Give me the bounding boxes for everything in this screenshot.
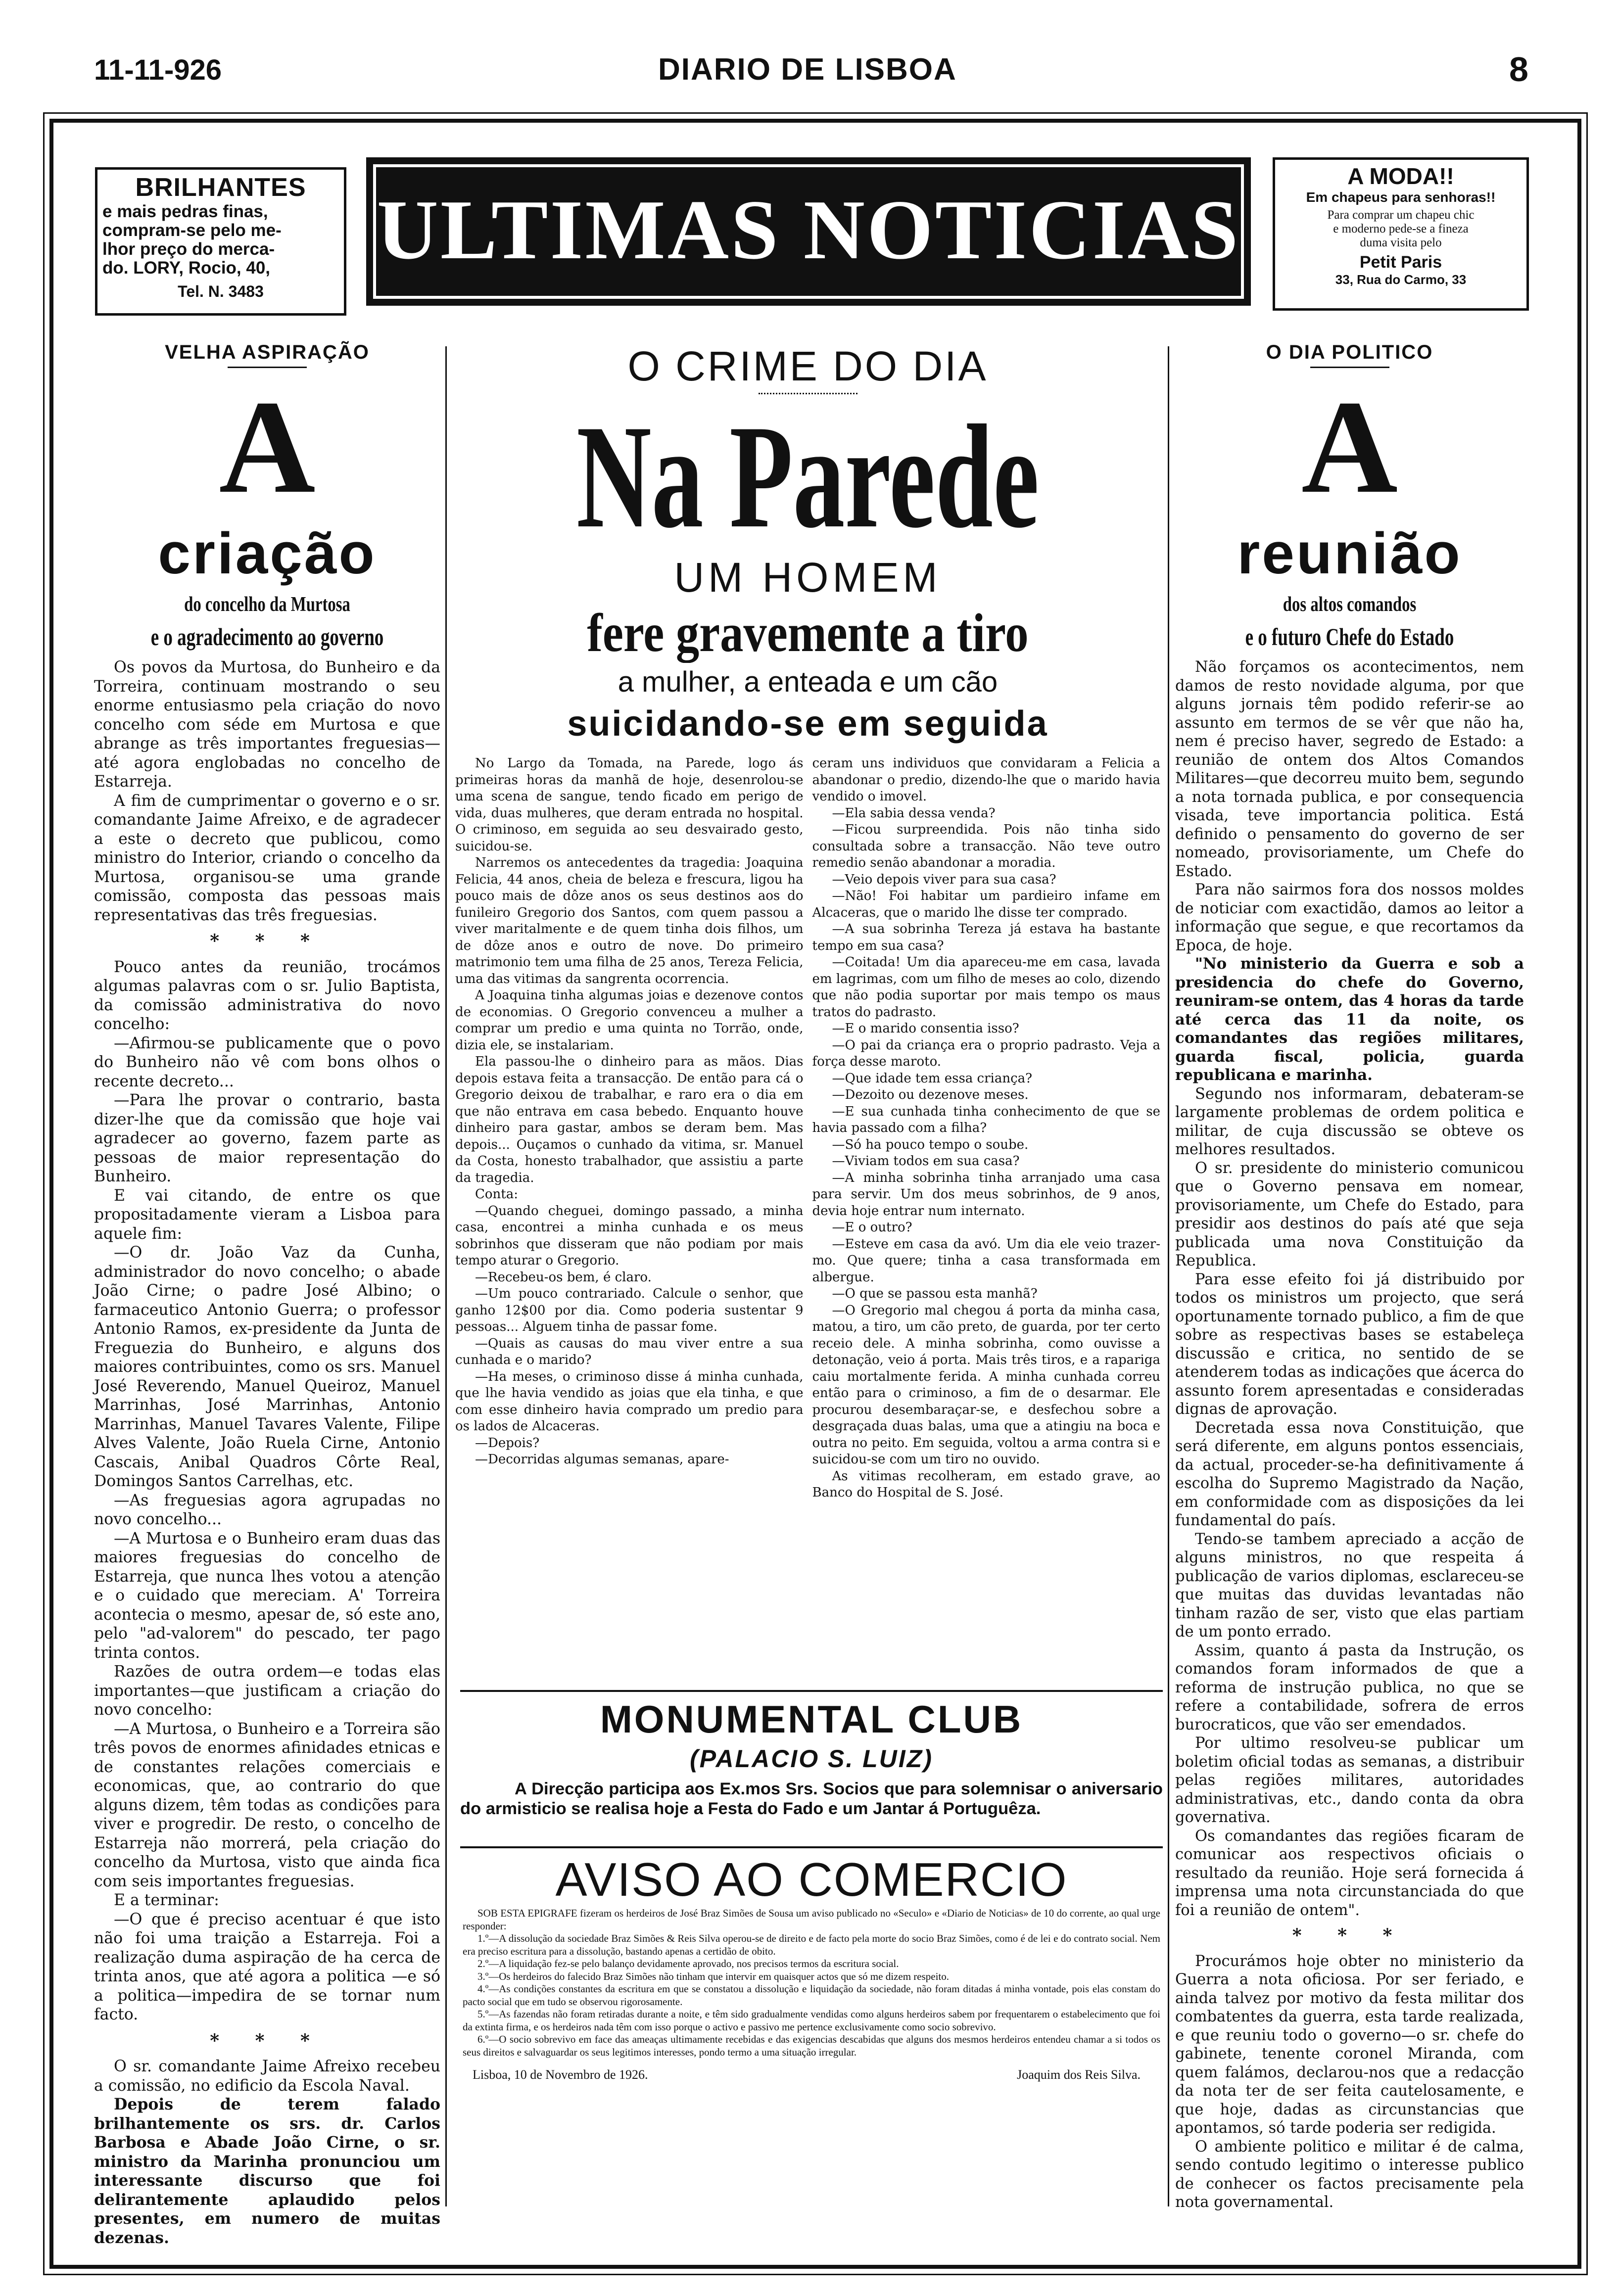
column-rule xyxy=(1168,346,1169,2206)
issue-date: 11-11-926 xyxy=(94,54,222,86)
article-paragraph: Os comandantes das regiões ficaram de comunicar aos respectivos oficiais o resultado da reunião. Hoje será fornecida á imprensa uma nota circunstanciada do que foi a reunião de ontem". xyxy=(1175,1827,1524,1919)
article-paragraph: —Recebeu-os bem, é claro. xyxy=(475,1269,652,1285)
article-subheadline: e o futuro Chefe do Estado xyxy=(1245,623,1454,651)
separator-stars: * * * xyxy=(210,931,325,951)
article-paragraph: —Quais as causas do mau viver entre a sua cunhada e o marido? xyxy=(455,1336,804,1367)
article-paragraph: Ela passou-lhe o dinheiro para as mãos. Dias depois estava feita a transacção. De então para cá o Gregorio deixou de trabalhar, e raro era o dia em que não entrava em casa bebedo. Enquanto houve dinheiro para gastar, ambos se deram bem. Mas depois... Ouçamos o cunhado da vitima, sr. Manuel da Costa, honesto trabalhador, que assistiu a parte da tragedia. xyxy=(455,1054,804,1185)
ad-moda xyxy=(1273,157,1529,311)
article-paragraph: Assim, quanto á pasta da Instrução, os comandos foram informados de que a reforma de instrução publica, no que se refere a contabilidade, sofrera de erros burocraticos, que vão ser emendados. xyxy=(1175,1641,1524,1734)
article-paragraph: O sr. presidente do ministerio comunicou que o Governo pensava em nomear, provisoriamente, um Chefe do Estado, para presidir aos destinos do país até que seja publicada uma nova Constituição da Republica. xyxy=(1175,1159,1524,1269)
article-paragraph: —Esteve em casa da avó. Um dia ele veio trazer-mo. Que quere; tinha a casa transformada em albergue. xyxy=(812,1236,1160,1285)
article-headline: reunião xyxy=(1237,521,1462,586)
club-title: MONUMENTAL CLUB xyxy=(600,1697,1023,1741)
ad-brilhantes-tel: Tel. N. 3483 xyxy=(178,282,264,300)
article-paragraph: Por ultimo resolveu-se publicar um boletim oficial todas as semanas, a distribuir pelas regiões militares, autoridades administrativas, etc., dando conta da obra governativa. xyxy=(1175,1734,1524,1826)
article-paragraph: Depois de terem falado brilhantemente os srs. dr. Carlos Barbosa e Abade João Cirne, o sr. ministro da Marinha pronunciou um interessante discurso que foi delirantemente aplaudido pelos presentes, em numero de muitas dezenas. xyxy=(94,2095,440,2247)
ad-moda-line: duma visita pelo xyxy=(1360,236,1442,249)
article-paragraph: —O pai da criança era o proprio padrasto. Veja a força desse maroto. xyxy=(812,1037,1160,1069)
separator-stars: * * * xyxy=(1292,1925,1407,1946)
article-headline: Na Parede xyxy=(576,394,1040,559)
article-paragraph: —Depois? xyxy=(475,1435,540,1451)
aviso-paragraph: 1.º—A dissolução da sociedade Braz Simões & Reis Silva operou-se de direito e de facto pela morte do socio Braz Simões, como é de lei e do contrato social. Nem era preciso escritura para a dissolução, bastando apenas a certidão de obito. xyxy=(463,1932,1160,1957)
ad-brilhantes xyxy=(95,167,346,316)
article-paragraph: A fim de cumprimentar o governo e o sr. comandante Jaime Afreixo, e de agradecer a este o decreto que publicou, como ministro do Interior, criando o concelho da Murtosa, organisou-se uma grande comissão, composta das pessoas mais representativas das três freguesias. xyxy=(94,792,440,924)
article-paragraph: —O que é preciso acentuar é que isto não foi uma traição a Estarreja. Foi a realização duma aspiração de ha cerca de trinta anos, que até agora a politica —e só a politica—impedira de se tornar num facto. xyxy=(94,1910,440,2023)
section-rule xyxy=(460,1690,1163,1692)
article-paragraph: —Viviam todos em sua casa? xyxy=(832,1154,1020,1169)
article-paragraph: —Ficou surpreendida. Pois não tinha sido consultada sobre a transacção. Não teve outro remedio senão abandonar a moradia. xyxy=(812,822,1160,870)
article-paragraph: Para esse efeito foi já distribuido por todos os ministros um projecto, que será oportunamente tornado publico, a fim de que sobre as respectivas bases se estabeleça discussão e critica, no sentido de se atenderem todas as indicações que ácerca do assunto forem apresentadas e consideradas dignas de aprovação. xyxy=(1175,1270,1524,1418)
article-paragraph: —As freguesias agora agrupadas no novo concelho... xyxy=(94,1491,440,1528)
banner-ultimas-noticias xyxy=(366,157,1251,306)
article-paragraph: Para não sairmos fora dos nossos moldes de noticiar com exactidão, damos ao leitor a informação que segue, e que recortamos da Epoca, de hoje. xyxy=(1175,881,1524,954)
article-paragraph: —A Murtosa e o Bunheiro eram duas das maiores freguesias do concelho de Estarreja, que nunca lhes votou a atenção e o cuidado que mereciam. A' Torreira acontecia o mesmo, apesar de, só este ano, pelo "ad-valorem" do pescado, ter pago trinta contos. xyxy=(94,1529,440,1662)
section-rule xyxy=(460,1846,1163,1848)
aviso-paragraph: SOB ESTA EPIGRAFE fizeram os herdeiros de José Braz Simões de Sousa um aviso publicado no «Seculo» e «Diario de Noticias» de 10 do corrente, ao qual urge responder: xyxy=(463,1907,1160,1932)
article-paragraph: Razões de outra ordem—e todas elas importantes—que justificam a criação do novo concelho: xyxy=(94,1663,440,1719)
article-big-letter: A xyxy=(1301,373,1398,521)
aviso-place-date: Lisboa, 10 de Novembro de 1926. xyxy=(473,2067,648,2082)
page-number: 8 xyxy=(1509,50,1528,89)
article-paragraph: —Não! Foi habitar um pardieiro infame em Alcaceras, que o marido lhe disse ter comprado. xyxy=(812,889,1160,920)
article-paragraph: O ambiente politico e militar é de calma, sendo contudo legitimo o interesse publico de conhecer os factos precisamente pela nota governamental. xyxy=(1175,2138,1524,2211)
article-paragraph: —Afirmou-se publicamente que o povo do Bunheiro não vê com bons olhos o recente decreto... xyxy=(94,1034,440,1090)
article-paragraph: "No ministerio da Guerra e sob a presidencia do chefe do Governo, reuniram-se ontem, das 4 horas da tarde até cerca das 11 da noite, os comandantes das regiões militares, guarda fiscal, policia, guarda republicana e marinha. xyxy=(1175,955,1524,1084)
article-paragraph: Pouco antes da reunião, trocámos algumas palavras com o sr. Julio Baptista, da comissão administrativa do novo concelho: xyxy=(94,958,440,1033)
aviso-paragraph: 5.º—As fazendas não foram retiradas durante a noite, e têm sido gradualmente vendidas como alguns herdeiros sabem por frequentarem o estabelecimento que foi da extinta firma, e os herdeiros nada têm com isso porque o activo e passivo me pertence exclusivamente como socio sobrevivo. xyxy=(463,2008,1160,2033)
article-paragraph: Decretada essa nova Constituição, que será diferente, em alguns pontos essenciais, da actual, proceder-se-ha definitivamente á escolha do Supremo Magistrado da Nação, em conformidade com as disposições da lei fundamental do país. xyxy=(1175,1419,1524,1529)
article-paragraph: —Veio depois viver para sua casa? xyxy=(832,872,1056,887)
ad-brilhantes-title: BRILHANTES xyxy=(135,173,306,202)
article-kicker: VELHA ASPIRAÇÃO xyxy=(165,341,370,363)
aviso-title: AVISO AO COMERCIO xyxy=(555,1853,1068,1906)
aviso-paragraph: 6.º—O socio sobrevivo em face das ameaças ultimamente recebidas e das exigencias descabidas que alguns dos mesmos herdeiros entendeu chamar a si todos os seus direitos e salvaguardar os seus legitimos interesses, pondo termo a uma situação irregular. xyxy=(463,2033,1160,2058)
article-paragraph: —A minha sobrinha tinha arranjado uma casa para servir. Um dos meus sobrinhos, de 9 anos, devia hoje entrar num internato. xyxy=(812,1170,1160,1218)
article-reuniao xyxy=(1175,341,1524,2212)
article-kicker: O DIA POLITICO xyxy=(1266,341,1433,363)
article-subheadline: a mulher, a enteada e um cão xyxy=(618,666,998,698)
article-paragraph: —Coitada! Um dia apareceu-me em casa, lavada em lagrimas, com um filho de meses ao colo, dizendo que não podia suportar por mais tempo os maus tratos do padrasto. xyxy=(812,955,1160,1020)
ad-moda-shop: Petit Paris xyxy=(1359,253,1442,272)
club-subtitle: (PALACIO S. LUIZ) xyxy=(690,1745,933,1773)
article-paragraph: No Largo da Tomada, na Parede, logo ás primeiras horas da manhã de hoje, desenrolou-se uma scena de sangue, tendo ficado em perigo de vida, duas mulheres, que deram entrada no hospital. O criminoso, em seguida ao seu desvairado gesto, suicidou-se. xyxy=(455,756,804,854)
article-paragraph: —Quando cheguei, domingo passado, a minha casa, encontrei a minha cunhada e os meus sobrinhos que disseram que não podiam por mais tempo aturar o Gregorio. xyxy=(455,1203,804,1268)
article-paragraph: —O dr. João Vaz da Cunha, administrador do novo concelho; o abade João Cirne; o padre José Albino; o farmaceutico Antonio Guerra; o professor Antonio Ramos, ex-presidente da Junta de Freguezia do Bunheiro, e alguns dos maiores contribuintes, como os srs. Manuel José Reverendo, Manuel Queiroz, Manuel Marrinhas, José Marrinhas, Antonio Marrinhas, Manuel Tavares Valente, Filipe Alves Valente, João Ruela Cirne, Antonio Cascais, Anibal Quadros Côrte Real, Domingos Santos Carrelhas, etc. xyxy=(94,1244,440,1490)
aviso-paragraph: 4.º—As condições constantes da escritura em que se constatou a dissolução e liquidação da sociedade, não foram ditadas á minha vontade, pois elas constam do pacto social que em tudo se observou rigorosamente. xyxy=(463,1983,1160,2008)
paper-name: DIARIO DE LISBOA xyxy=(658,52,957,87)
ad-monumental-club xyxy=(460,1697,1163,1819)
ad-brilhantes-line: e mais pedras finas, xyxy=(102,202,268,221)
ad-moda-line: Para comprar um chapeu chic xyxy=(1327,208,1475,222)
article-paragraph: —Ela sabia dessa venda? xyxy=(832,805,996,821)
article-subheadline: UM HOMEM xyxy=(674,554,942,601)
article-big-letter: A xyxy=(219,373,316,521)
ad-brilhantes-line: compram-se pelo me- xyxy=(102,221,282,240)
article-paragraph: —Ha meses, o criminoso disse á minha cunhada, que lhe havia vendido as joias que ela tinha, e que com esse dinheiro havia comprado um predio para os lados de Alcaceras. xyxy=(455,1369,804,1434)
aviso-paragraph: 2.º—A liquidação fez-se pelo balanço devidamente aprovado, nos precisos termos da escritura social. xyxy=(477,1958,899,1969)
club-text: A Direcção participa aos Ex.mos Srs. Socios que para solemnisar o aniversario do armisticio se realisa hoje a Festa do Fado e um Jantar á Portuguêza. xyxy=(460,1780,1163,1818)
article-paragraph: Procurámos hoje obter no ministerio da Guerra a nota oficiosa. Por ser feriado, e ainda talvez por motivo da festa militar dos combatentes da guerra, esta tarde realizada, e que reuniu todo o governo—o sr. chefe do gabinete, tenente coronel Miranda, com quem falámos, declarou-nos que a redacção da nota ter de ser feita cautelosamente, e que hoje, dadas as circunstancias que apontamos, só tarde poderia ser redigida. xyxy=(1175,1952,1524,2137)
column-rule xyxy=(445,346,447,2206)
article-headline: criação xyxy=(158,521,377,586)
article-paragraph: —Só ha pouco tempo o soube. xyxy=(832,1137,1029,1152)
article-paragraph: Tendo-se tambem apreciado a acção de alguns ministros, no que respeita á publicação de varios diplomas, esclareceu-se que muitas das duvidas levantadas não tinham razão de ser, visto que elas partiam de um ponto errado. xyxy=(1175,1530,1524,1640)
article-murtosa xyxy=(94,341,440,2248)
article-paragraph: —Dezoito ou dezenove meses. xyxy=(832,1087,1029,1102)
separator-stars: * * * xyxy=(210,2030,325,2051)
notice-aviso-comercio xyxy=(463,1853,1160,2082)
article-paragraph: —E sua cunhada tinha conhecimento de que se havia passado com a filha? xyxy=(812,1104,1160,1135)
aviso-signature: Joaquim dos Reis Silva. xyxy=(1017,2067,1141,2082)
article-paragraph: —E o marido consentia isso? xyxy=(832,1021,1019,1036)
article-kicker: O CRIME DO DIA xyxy=(627,343,988,389)
aviso-paragraph: 3.º—Os herdeiros do falecido Braz Simões não tinham que intervir em quaisquer actos que só me dizem respeito. xyxy=(477,1970,949,1982)
article-paragraph: ceram uns individuos que convidaram a Felicia a abandonar o predio, dizendo-lhe que o marido havia vendido o imovel. xyxy=(812,756,1160,804)
article-paragraph: Os povos da Murtosa, do Bunheiro e da Torreira, continuam mostrando o seu enorme entusiasmo pela criação do novo concelho com séde em Murtosa e que abrange as três importantes freguesias—até agora englobadas no concelho de Estarreja. xyxy=(94,658,440,791)
article-paragraph: —O que se passou esta manhã? xyxy=(832,1286,1038,1301)
article-paragraph: Conta: xyxy=(475,1187,519,1202)
article-subheadline: suicidando-se em seguida xyxy=(567,704,1048,744)
article-paragraph: Narremos os antecedentes da tragedia: Joaquina Felicia, 44 anos, cheia de beleza e frescura, ligou ha pouco mais de dôze anos os seus destinos aos do funileiro Gregorio dos Santos, com quem passou a viver maritalmente e de quem tinha dois filhos, um de dôze anos e outro de nove. Do primeiro matrimonio tem uma filha de 25 anos, Tereza Felicia, uma das vitimas da sangrenta ocorrencia. xyxy=(455,855,804,986)
ad-moda-line: e moderno pede-se a fineza xyxy=(1333,222,1469,235)
article-paragraph: E vai citando, de entre os que propositadamente vieram a Lisboa para aquele fim: xyxy=(94,1186,440,1243)
ad-moda-title: A MODA!! xyxy=(1347,163,1454,189)
article-crime-parede xyxy=(455,341,1160,1501)
ad-brilhantes-line: do. LORY, Rocio, 40, xyxy=(102,258,271,278)
article-paragraph: E a terminar: xyxy=(114,1891,219,1909)
ad-brilhantes-line: lhor preço do merca- xyxy=(102,239,275,259)
article-paragraph: —Decorridas algumas semanas, apare- xyxy=(475,1452,729,1467)
article-paragraph: —Para lhe provar o contrario, basta dizer-lhe que da comissão que hoje vai agradecer ao governo, fazem parte as pessoas de maior representação do Bunheiro. xyxy=(94,1091,440,1185)
article-paragraph: O sr. comandante Jaime Afreixo recebeu a comissão, no edificio da Escola Naval. xyxy=(94,2058,440,2095)
banner-title: ULTIMAS NOTICIAS xyxy=(377,183,1240,277)
article-paragraph: —E o outro? xyxy=(832,1220,912,1235)
article-paragraph: Segundo nos informaram, debateram-se largamente problemas de ordem politica e militar, de cuja discussão se obteve os melhores resultados. xyxy=(1175,1085,1524,1158)
article-paragraph: A Joaquina tinha algumas joias e dezenove contos de economias. O Gregorio convenceu a mulher a comprar um predio e uma quinta no Torrão, onde, dizia ele, se instalariam. xyxy=(455,988,804,1053)
article-paragraph: —Que idade tem essa criança? xyxy=(832,1071,1033,1086)
article-paragraph: As vitimas recolheram, em estado grave, ao Banco do Hospital de S. José. xyxy=(812,1468,1160,1500)
article-paragraph: —A Murtosa, o Bunheiro e a Torreira são três povos de enormes afinidades etnicas e de constantes relações comerciais e economicas, que, ao contrario do que alguns dizem, têm todas as condições para viver e progredir. De resto, o concelho de Estarreja não morrerá, pela criação do concelho da Murtosa, visto que ainda fica com seis importantes freguesias. xyxy=(94,1720,440,1890)
article-subheadline: dos altos comandos xyxy=(1283,593,1417,616)
article-paragraph: —Um pouco contrariado. Calcule o senhor, que ganho 12$00 por dia. Como poderia sustentar 9 pessoas... Alguem tinha de passar fome. xyxy=(455,1286,804,1334)
article-paragraph: —A sua sobrinha Tereza já estava ha bastante tempo em sua casa? xyxy=(812,922,1160,953)
ad-moda-address: 33, Rua do Carmo, 33 xyxy=(1335,272,1467,287)
article-subheadline: e o agradecimento ao governo xyxy=(150,623,384,651)
article-paragraph: —O Gregorio mal chegou á porta da minha casa, matou, a tiro, um cão preto, de guarda, por ter certo receio dele. A minha sobrinha, como ouvisse a detonação, veio á porta. Mais três tiros, e a rapariga caiu mortalmente ferida. A minha cunhada correu então para o criminoso, a fim de o desarmar. Ele procurou desembaraçar-se, e desfechou sobre a desgraçada duas balas, uma que a atingiu na boca e outra no peito. Em seguida, voltou a arma contra si e suicidou-se com um tiro no ouvido. xyxy=(812,1303,1160,1467)
article-subheadline: fere gravemente a tiro xyxy=(587,603,1029,663)
article-paragraph: Não forçamos os acontecimentos, nem damos de resto novidade alguma, por que alguns jornais têm podido referir-se ao assunto em termos de se vêr que não ha, nem é preciso haver, segredo de Estado: a reunião de ontem dos Altos Comandos Militares—que decorreu muito bem, segundo a nota tornada publica, e por consequencia visada, teve importancia politica. Está definido o pensamento do governo de ser nomeado, provisoriamente, um Chefe do Estado. xyxy=(1175,658,1524,880)
ad-moda-subtitle: Em chapeus para senhoras!! xyxy=(1306,189,1496,205)
article-subheadline: do concelho da Murtosa xyxy=(184,593,350,616)
